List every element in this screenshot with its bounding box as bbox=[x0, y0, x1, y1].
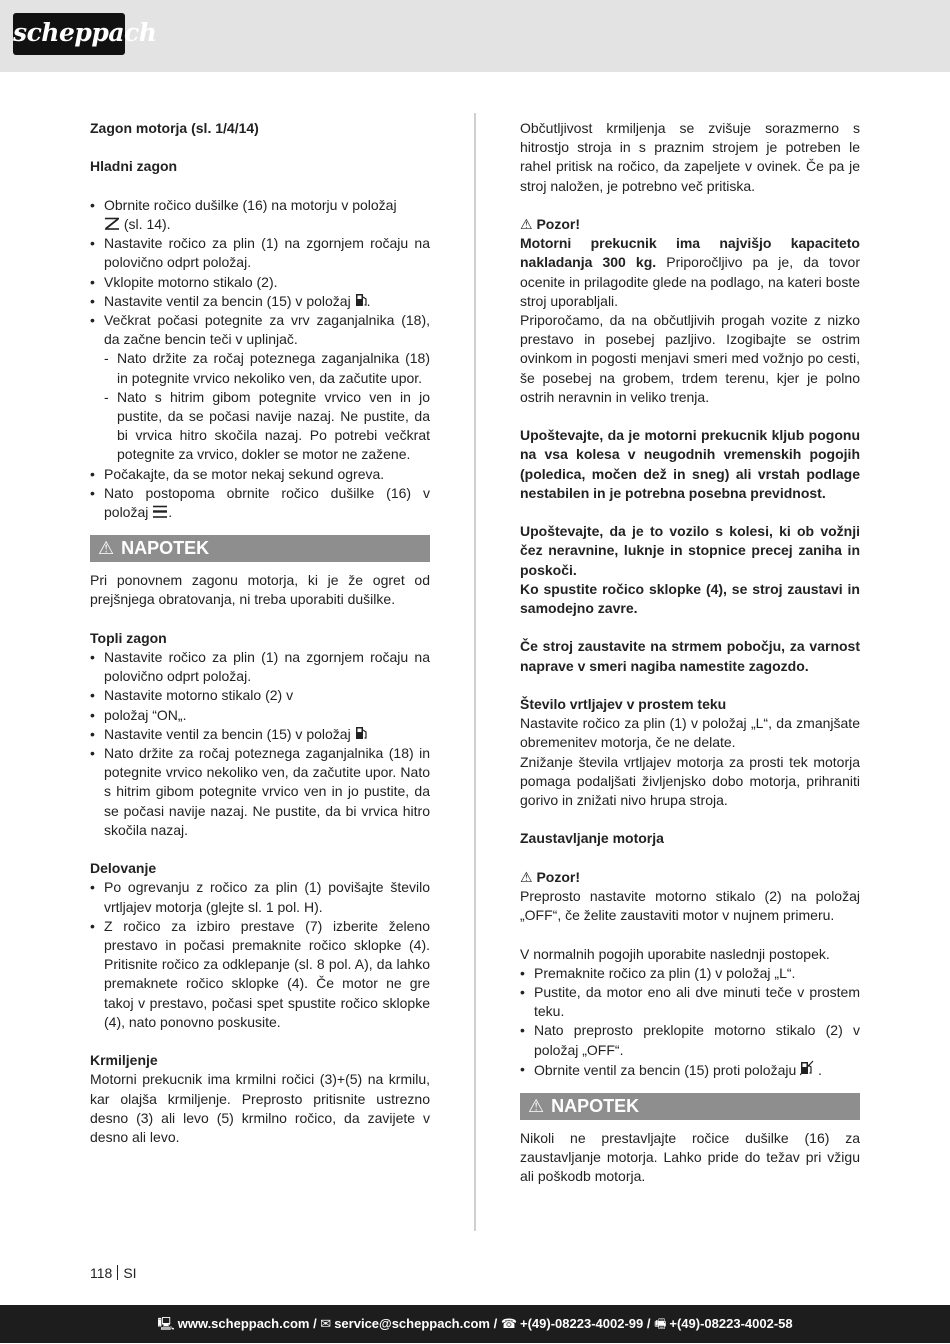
notice-box: ⚠ NAPOTEK bbox=[90, 535, 430, 562]
list-item: • Z ročico za izbiro prestave (7) izberite želeno prestavo in počasi premaknite ročico sklopke (4). Pritisnite ročico za odklepanje (sl. 8 pol. A), da lahko premaknete ročico sklopke (4). Če motor ne gre takoj v prestavo, počasi spet spustite ročico sklopke (4), nato ponovno poskusite. bbox=[90, 917, 430, 1032]
column-divider bbox=[474, 113, 476, 1231]
list-item: • Nato držite za ročaj poteznega zaganjalnika (18) in potegnite vrvico nekoliko ven, da začutite upor. Nato s hitrim gibom potegnite vrvico ven in jo pustite, da se počasi navije nazaj. Ne pustite, da bi vrvica hitro skočila nazaj. bbox=[90, 744, 430, 840]
fuel-valve-open-icon bbox=[355, 293, 367, 311]
section-heading-operation: Delovanje bbox=[90, 860, 157, 877]
list-item: • položaj “ON„. bbox=[90, 706, 430, 725]
list-item: • Obrnite ročico dušilke (16) na motorju v položaj (sl. 14). bbox=[90, 196, 430, 234]
list-item: • Nastavite ročico za plin (1) na zgornjem ročaju na polovično odprt položaj. bbox=[90, 234, 430, 272]
list-item: - Nato držite za ročaj poteznega zaganjalnika (18) in potegnite vrvico nekoliko ven, da začutite upor. bbox=[90, 349, 430, 387]
cold-start-sublist bbox=[90, 349, 430, 464]
steering-text: Motorni prekucnik ima krmilni ročici (3)+(5) na krmilu, kar olajša krmiljenje. Preprosto pritisnite ustrezno desno (3) ali levo (5) krmilno ročico, da zavijete v desno ali levo. bbox=[90, 1071, 430, 1146]
scheppach-logo: scheppach bbox=[13, 13, 125, 55]
list-item: • Nastavite ventil za bencin (15) v položaj bbox=[90, 725, 430, 744]
section-heading-warm-start: Topli zagon bbox=[90, 629, 167, 646]
list-item: - Nato s hitrim gibom potegnite vrvico ven in jo pustite, da se počasi navije nazaj. Ne pustite, da bi vrvica hitro skočila nazaj. Po potrebi večkrat potegnite za vrvico, dokler se motor ne zažene. bbox=[90, 388, 430, 465]
caution-heading: ⚠ Pozor! bbox=[520, 216, 581, 232]
list-item: • Večkrat počasi potegnite za vrv zaganjalnika (18), da začne bencin teči v uplinjač. - Nato držite za ročaj poteznega zaganjalnika (18) in potegnite vrvico nekoliko ven, da začutite upor. - Nato s hitrim gibom potegnite vrvico ven in jo pustite, da se počasi navije nazaj. Ne pustite, da bi vrvica hitro skočila nazaj. Po potrebi večkrat potegnite za vrvico, dokler se motor ne zažene. bbox=[90, 311, 430, 465]
list-item: • Nastavite motorno stikalo (2) v bbox=[90, 686, 430, 705]
paragraph: Znižanje števila vrtljajev motorja za prosti tek motorja pomaga podaljšati življenjsko dobo motorja, prihraniti gorivo in znižati nivo hrupa stroja. bbox=[520, 753, 860, 809]
warm-start-list bbox=[90, 648, 430, 840]
fax-number: +(49)-08223-4002-58 bbox=[669, 1316, 793, 1331]
fuel-valve-open-icon bbox=[355, 726, 367, 744]
page-number: 118 SI bbox=[90, 1265, 137, 1281]
notice-text: Pri ponovnem zagonu motorja, ki je že ogret od prejšnjega obratovanja, ni treba uporabiti dušilke. bbox=[90, 572, 430, 608]
paragraph: Nastavite ročico za plin (1) v položaj „L“, da zmanjšate obremenitev motorja, če ne delate. bbox=[520, 715, 860, 751]
section-heading-engine-start: Zagon motorja (sl. 1/4/14) bbox=[90, 120, 259, 136]
warning-icon: ⚠ bbox=[520, 868, 533, 885]
paragraph: Občutljivost krmiljenja se zvišuje sorazmerno s hitrostjo stroja in s praznim strojem je potreben le rahel pritisk na ročico, da zapeljete v ovinek. Če pa je stroj naložen, je potrebno več pritiska. bbox=[520, 120, 860, 194]
list-item: • Vklopite motorno stikalo (2). bbox=[90, 273, 430, 292]
phone-icon: ☎ bbox=[500, 1317, 518, 1332]
right-column bbox=[520, 119, 860, 1187]
choke-open-icon bbox=[152, 505, 168, 522]
list-item: • Po ogrevanju z ročico za plin (1) povišajte število vrtljajev motorja (glejte sl. 1 pol. H). bbox=[90, 878, 430, 916]
paragraph: Motorni prekucnik ima najvišjo kapaciteto nakladanja 300 kg. Priporočljivo pa je, da tovor ocenite in prilagodite glede na podlago, na kateri boste stroj uporabljali. bbox=[520, 235, 860, 309]
list-item: • Premaknite ročico za plin (1) v položaj „L“. bbox=[520, 964, 860, 983]
fuel-valve-closed-icon bbox=[800, 1060, 814, 1080]
list-item: • Pustite, da motor eno ali dve minuti teče v prostem teku. bbox=[520, 983, 860, 1021]
fax-icon: 🖷 bbox=[654, 1317, 667, 1332]
section-heading-cold-start: Hladni zagon bbox=[90, 158, 178, 175]
paragraph: Priporočamo, da na občutljivih progah vozite z nizko prestavo in posebej pazljivo. Izogibajte se ostrim ovinkom in pogosti menjavi smeri med vožnjo po cesti, še posebej na grobem, trdem terenu, kjer je polno ostrih neravnin in veliko trenja. bbox=[520, 312, 860, 405]
list-item: • Nato postopoma obrnite ročico dušilke (16) v položaj . bbox=[90, 484, 430, 522]
paragraph: Ko spustite ročico sklopke (4), se stroj zaustavi in samodejno zavre. bbox=[520, 580, 860, 617]
header-bar bbox=[0, 0, 950, 72]
notice-box: ⚠ NAPOTEK bbox=[520, 1093, 860, 1120]
caution-heading: ⚠ Pozor! bbox=[520, 868, 581, 885]
section-heading-steering: Krmiljenje bbox=[90, 1052, 158, 1069]
operation-list bbox=[90, 878, 430, 1032]
paragraph: Upoštevajte, da je motorni prekucnik kljub pogonu na vsa kolesa v neugodnih vremenskih pogojih (poledica, močen dež in sneg) ali vrstah podlage nestabilen in je potrebna posebna previdnost. bbox=[520, 427, 860, 501]
notice-text: Nikoli ne prestavljajte ročice dušilke (16) za zaustavljanje motorja. Lahko pride do težav pri vžigu ali poškodb motorja. bbox=[520, 1130, 860, 1185]
list-item: • Nato preprosto preklopite motorno stikalo (2) v položaj „OFF“. bbox=[520, 1021, 860, 1059]
warning-icon: ⚠ bbox=[98, 538, 115, 559]
list-item: • Obrnite ventil za bencin (15) proti položaju . bbox=[520, 1060, 860, 1080]
list-item: • Nastavite ročico za plin (1) na zgornjem ročaju na polovično odprt položaj. bbox=[90, 648, 430, 686]
warning-icon: ⚠ bbox=[520, 216, 533, 232]
section-heading-stop-engine: Zaustavljanje motorja bbox=[520, 830, 664, 847]
choke-closed-icon bbox=[104, 217, 120, 234]
website-link[interactable]: www.scheppach.com bbox=[177, 1316, 310, 1331]
left-column bbox=[90, 119, 430, 1147]
email-link[interactable]: service@scheppach.com bbox=[334, 1316, 490, 1331]
paragraph: Preprosto nastavite motorno stikalo (2) na položaj „OFF“, če želite zaustaviti motor v nujnem primeru. bbox=[520, 888, 860, 924]
mail-icon: ✉ bbox=[320, 1317, 332, 1332]
footer-bar: 🖳 www.scheppach.com / ✉ service@scheppach.com / ☎ +(49)-08223-4002-99 / 🖷 +(49)-08223-4002-58 bbox=[0, 1305, 950, 1343]
list-item: • Nastavite ventil za bencin (15) v položaj . bbox=[90, 292, 430, 311]
phone-number: +(49)-08223-4002-99 bbox=[520, 1316, 644, 1331]
cold-start-list bbox=[90, 196, 430, 522]
list-item: • Počakajte, da se motor nekaj sekund ogreva. bbox=[90, 465, 430, 484]
stop-list bbox=[520, 964, 860, 1080]
section-heading-idle-speed: Število vrtljajev v prostem teku bbox=[520, 696, 727, 713]
paragraph: V normalnih pogojih uporabite naslednji postopek. bbox=[520, 945, 830, 962]
paragraph: Upoštevajte, da je to vozilo s kolesi, ki ob vožnji čez neravnine, luknje in stopnice precej zaniha in poskoči. bbox=[520, 523, 860, 578]
paragraph: Če stroj zaustavite na strmem pobočju, za varnost naprave v smeri nagiba namestite zagozdo. bbox=[520, 638, 860, 674]
warning-icon: ⚠ bbox=[528, 1096, 545, 1117]
computer-icon: 🖳 bbox=[157, 1317, 175, 1332]
